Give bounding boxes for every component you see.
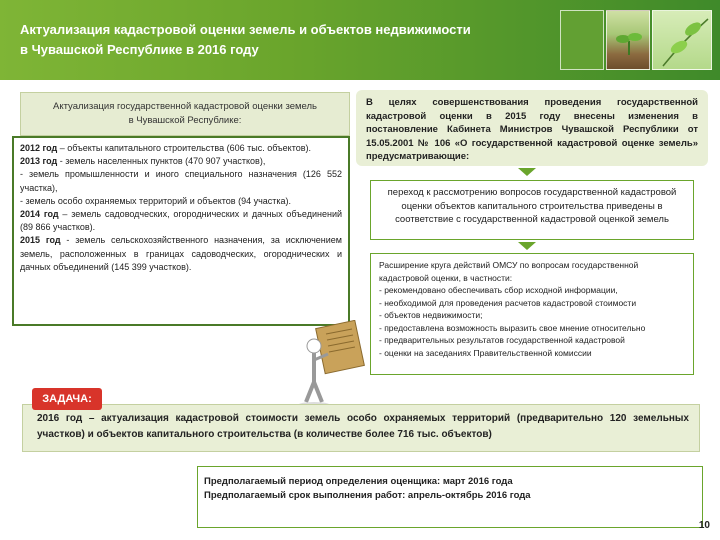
left-content-box: [12, 136, 350, 326]
leaf-icon: [653, 11, 713, 71]
year-2012-entry: [20, 142, 342, 155]
year-2013-entry: [20, 155, 342, 168]
task-label: ЗАДАЧА:: [32, 388, 102, 410]
down-arrow-icon: [518, 168, 536, 176]
task-box: 2016 год – актуализация кадастровой стоимости земель особо охраняемых территорий (предварительно 120 земельных участков) и объектов капитального строительства (в количестве более 716 тыс. объектов): [22, 404, 700, 452]
list-item: - предварительных результатов государственной кадастровой: [379, 334, 685, 347]
year-2015-text: - земель сельскохозяйственного назначения, за исключением земель, расположенных в границах садоводческих, огороднических и дачных объединений (145 399 участков).: [20, 235, 342, 272]
year-2012-text: – объекты капитального строительства (606 тыс. объектов).: [57, 143, 312, 153]
omsu-list: [379, 284, 685, 359]
year-2012-label: 2012 год: [20, 143, 58, 153]
list-item: - предоставлена возможность выразить свое мнение относительно: [379, 322, 685, 335]
figure-with-document-icon: [290, 320, 370, 410]
page-number: 10: [698, 520, 710, 531]
header-banner: [0, 0, 720, 80]
list-item: - объектов недвижимости;: [379, 309, 685, 322]
header-image-leaves: [652, 10, 712, 70]
year-2015-label: 2015 год: [20, 235, 61, 246]
page-title-line-1: Актуализация кадастровой оценки земель и объектов недвижимости: [20, 22, 471, 37]
year-2015-entry: [20, 234, 342, 274]
header-image-green: [560, 10, 604, 70]
year-2014-entry: [20, 208, 342, 234]
work-period-text: Предполагаемый срок выполнения работ: апрель-октябрь 2016 года: [204, 489, 531, 501]
year-2014-text: – земель садоводческих, огороднических и дачных объединений (89 866 участков).: [20, 209, 343, 233]
schedule-box: [197, 466, 703, 528]
transition-box: переход к рассмотрению вопросов государственной кадастровой оценки объектов капитального строительства приведены в соответствие с государственной кадастровой оценкой земель: [370, 180, 694, 240]
down-arrow-icon: [518, 242, 536, 250]
year-2014-label: 2014 год: [20, 209, 59, 220]
page-title: [20, 20, 580, 60]
list-item: - необходимой для проведения расчетов кадастровой стоимости: [379, 297, 685, 310]
year-2013-text: - земель населенных пунктов (470 907 участков),: [57, 156, 266, 167]
right-intro-box: В целях совершенствования проведения государственной кадастровой оценки в 2015 году внесены изменения в постановление Кабинета Министров Чувашской Республики от 15.05.2001 № 106 «О государственной кадастровой оценке земель» предусматривающие:: [356, 90, 708, 166]
appraiser-period-text: Предполагаемый период определения оценщика: март 2016 года: [204, 476, 513, 487]
left-section-heading: Актуализация государственной кадастровой оценки земель в Чувашской Республике:: [20, 92, 350, 136]
omsu-actions-box: [370, 253, 694, 375]
sprout-icon: [607, 11, 651, 71]
year-2013-label: 2013 год: [20, 156, 58, 167]
omsu-list-title: Расширение круга действий ОМСУ по вопросам государственной кадастровой оценки, в частности:: [379, 260, 639, 283]
protected-land-entry: - земель особо охраняемых территорий и объектов (94 участка).: [20, 195, 292, 206]
list-item: - оценки на заседаниях Правительственной комиссии: [379, 347, 685, 360]
list-item: - рекомендовано обеспечивать сбор исходной информации,: [379, 284, 685, 297]
header-image-sprout: [606, 10, 650, 70]
industry-land-entry: - земель промышленности и иного специального назначения (126 552 участка),: [20, 169, 342, 193]
page-title-line-2: в Чувашской Республике в 2016 году: [20, 42, 259, 57]
